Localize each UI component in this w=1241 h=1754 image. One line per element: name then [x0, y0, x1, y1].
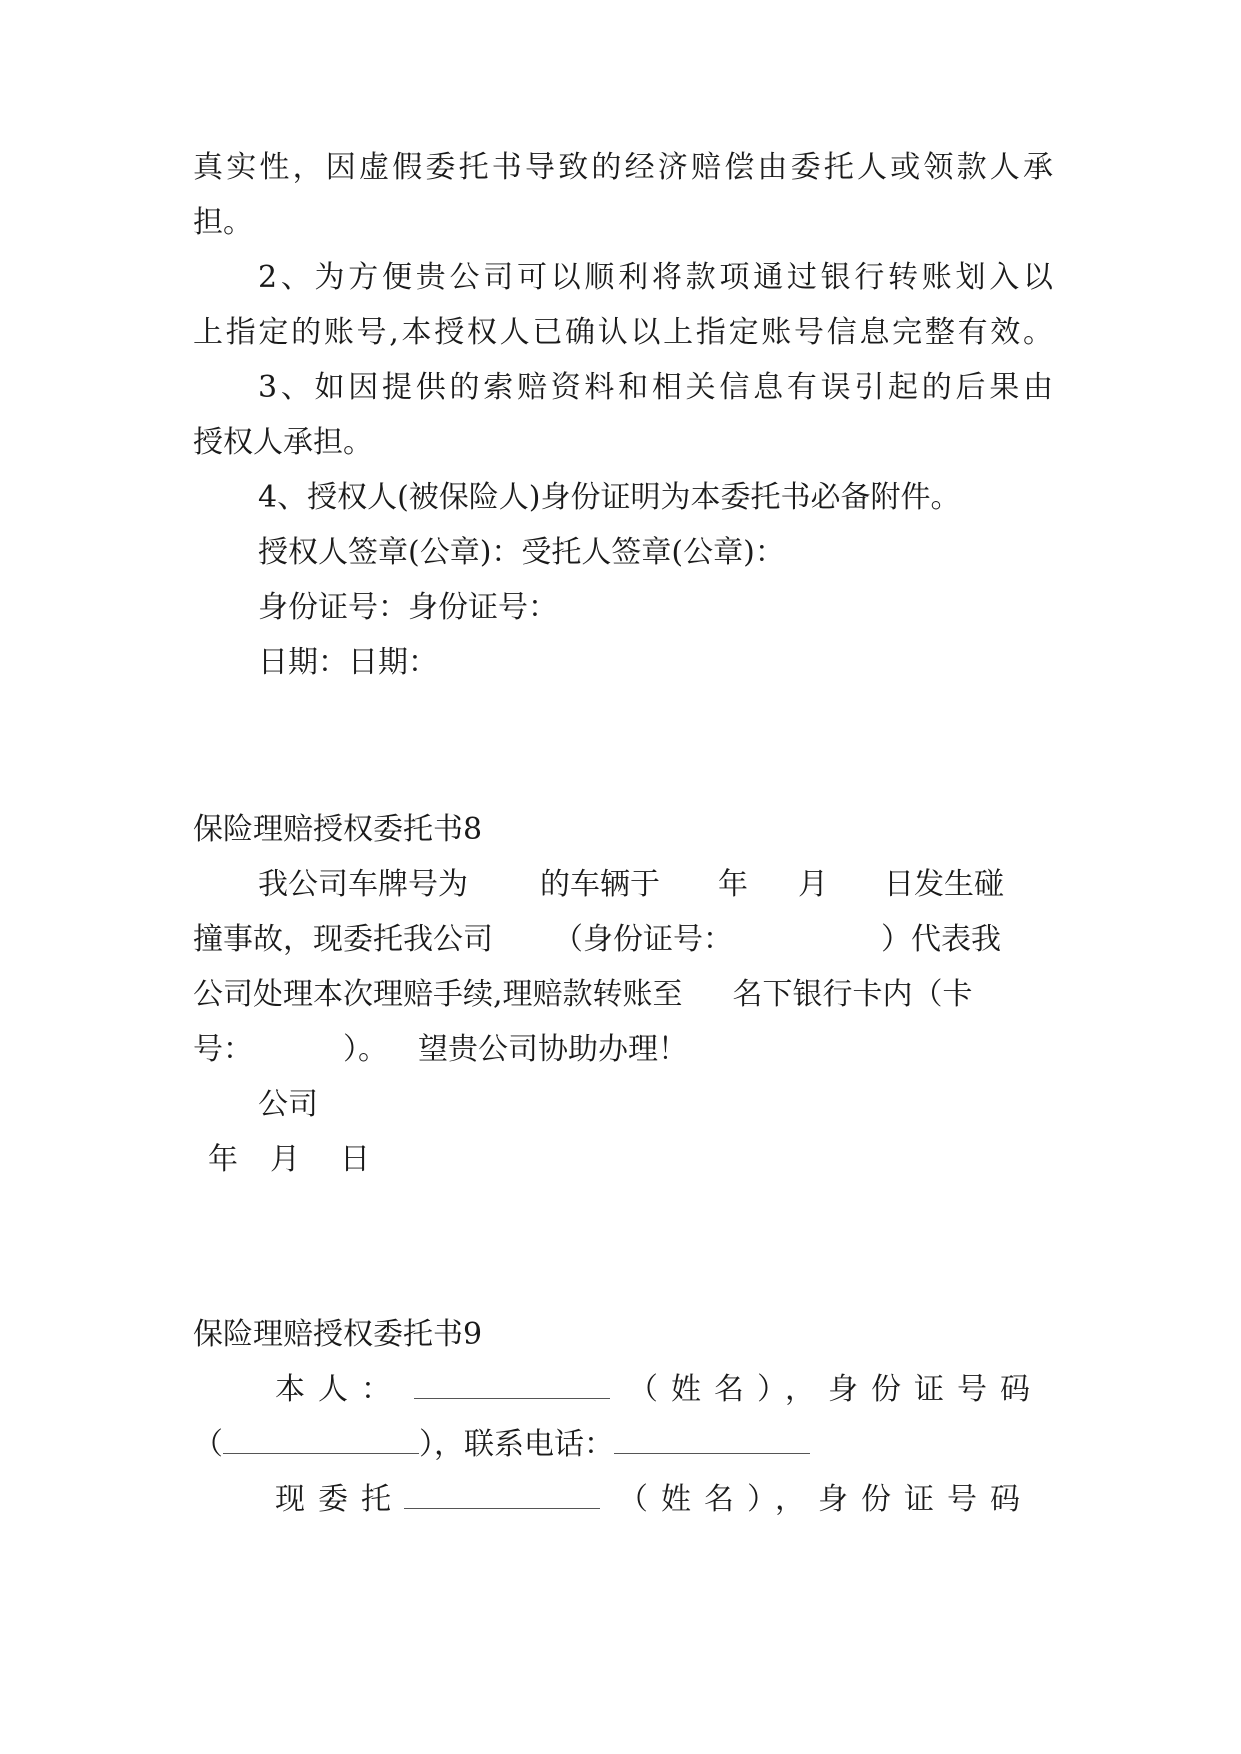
paragraph-line	[193, 975, 973, 1015]
paragraph-line: 上指定的账号,本授权人已确认以上指定账号信息完整有效。	[193, 315, 1053, 350]
paragraph-line: 真实性，因虚假委托书导致的经济赔偿由委托人或领款人承	[193, 150, 1053, 185]
text-segment: ），联系电话：	[419, 1427, 614, 1462]
paragraph-line: 担。	[193, 205, 253, 240]
text-segment: 月	[798, 867, 828, 902]
id-number-line: 身份证号：身份证号：	[258, 590, 558, 625]
text-segment: 本人：	[275, 1372, 404, 1407]
text-segment: 年	[208, 1142, 238, 1177]
text-segment: 公司处理本次理赔手续,理赔款转账至	[193, 977, 683, 1012]
date-line	[208, 1140, 370, 1180]
paragraph-line: 3、如因提供的索赔资料和相关信息有误引起的后果由	[258, 370, 1053, 405]
company-line: 公司	[258, 1087, 318, 1122]
paragraph-line	[193, 920, 1001, 960]
paragraph-line	[275, 1480, 1033, 1520]
text-segment: 撞事故，现委托我公司	[193, 922, 493, 957]
text-segment: 名下银行卡内（卡	[732, 977, 973, 1012]
text-segment: （姓名），身份证号码	[628, 1372, 1043, 1407]
paragraph-line	[275, 1370, 1043, 1410]
date-line: 日期：日期：	[258, 645, 438, 680]
section-title: 保险理赔授权委托书8	[193, 812, 483, 847]
text-segment: （	[193, 1427, 223, 1462]
text-segment: 现委托	[275, 1482, 404, 1517]
section-title: 保险理赔授权委托书9	[193, 1317, 483, 1352]
id-blank	[223, 1429, 419, 1454]
text-segment: 我公司车牌号为	[258, 867, 468, 902]
paragraph-line: 4、授权人(被保险人)身份证明为本委托书必备附件。	[258, 480, 961, 515]
name-blank	[414, 1374, 610, 1399]
text-segment: ）。	[343, 1032, 388, 1067]
text-segment: （姓名），身份证号码	[618, 1482, 1033, 1517]
text-segment: ）代表我	[881, 922, 1001, 957]
text-segment: 号：	[193, 1032, 253, 1067]
text-segment: 年	[718, 867, 748, 902]
name-blank	[404, 1484, 600, 1509]
text-segment: 望贵公司协助办理！	[418, 1032, 688, 1067]
paragraph-line	[258, 865, 1053, 905]
paragraph-line: 授权人承担。	[193, 425, 373, 460]
text-segment: 日	[340, 1142, 370, 1177]
phone-blank	[614, 1429, 810, 1454]
text-segment: 日发生碰	[884, 867, 1004, 902]
signature-line: 授权人签章(公章)：受托人签章(公章)：	[258, 535, 785, 570]
text-segment: 的车辆于	[540, 867, 660, 902]
text-segment: （身份证号：	[553, 922, 733, 957]
paragraph-line: 2、为方便贵公司可以顺利将款项通过银行转账划入以	[258, 260, 1053, 295]
paragraph-line	[193, 1030, 688, 1070]
paragraph-line	[193, 1425, 810, 1465]
text-segment: 月	[270, 1142, 300, 1177]
